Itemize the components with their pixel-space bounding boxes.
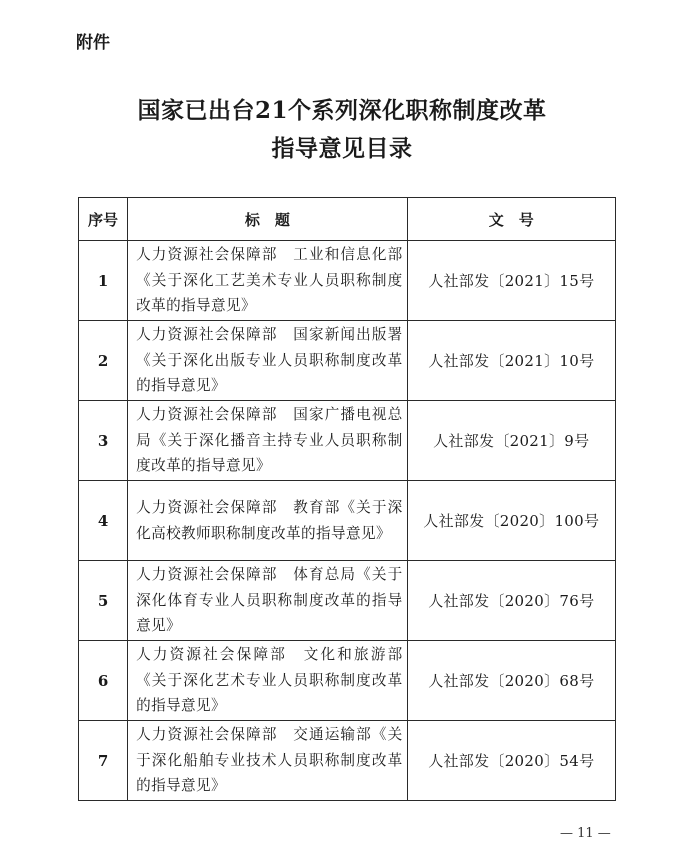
row-title: 人力资源社会保障部 工业和信息化部《关于深化工艺美术专业人员职称制度改革的指导意见》 [128, 241, 408, 321]
table-row [79, 321, 616, 401]
table-header-row [79, 198, 616, 241]
table-row [79, 561, 616, 641]
catalog-table [78, 197, 616, 801]
row-doc-number: 人社部发〔2020〕76号 [407, 561, 615, 641]
row-doc-number: 人社部发〔2021〕15号 [407, 241, 615, 321]
row-title: 人力资源社会保障部 教育部《关于深化高校教师职称制度改革的指导意见》 [128, 481, 408, 561]
header-seq: 序号 [79, 198, 128, 241]
row-title: 人力资源社会保障部 交通运输部《关于深化船舶专业技术人员职称制度改革的指导意见》 [128, 721, 408, 801]
header-title: 标 题 [128, 198, 408, 241]
table-row [79, 641, 616, 721]
row-title: 人力资源社会保障部 文化和旅游部《关于深化艺术专业人员职称制度改革的指导意见》 [128, 641, 408, 721]
row-doc-number: 人社部发〔2020〕100号 [407, 481, 615, 561]
table-row [79, 481, 616, 561]
row-seq: 7 [79, 721, 128, 801]
row-doc-number: 人社部发〔2020〕54号 [407, 721, 615, 801]
row-doc-number: 人社部发〔2020〕68号 [407, 641, 615, 721]
table-row [79, 401, 616, 481]
header-doc-number: 文 号 [407, 198, 615, 241]
page-title-line-2: 指导意见目录 [271, 135, 413, 162]
row-doc-number: 人社部发〔2021〕9号 [407, 401, 615, 481]
row-title: 人力资源社会保障部 体育总局《关于深化体育专业人员职称制度改革的指导意见》 [128, 561, 408, 641]
row-title: 人力资源社会保障部 国家新闻出版署《关于深化出版专业人员职称制度改革的指导意见》 [128, 321, 408, 401]
row-title: 人力资源社会保障部 国家广播电视总局《关于深化播音主持专业人员职称制度改革的指导意见》 [128, 401, 408, 481]
row-seq: 5 [79, 561, 128, 641]
table-row [79, 241, 616, 321]
page-title-line-1: 国家已出台21个系列深化职称制度改革 [137, 97, 547, 124]
row-seq: 2 [79, 321, 128, 401]
row-doc-number: 人社部发〔2021〕10号 [407, 321, 615, 401]
row-seq: 6 [79, 641, 128, 721]
table-row [79, 721, 616, 801]
row-seq: 3 [79, 401, 128, 481]
row-seq: 1 [79, 241, 128, 321]
row-seq: 4 [79, 481, 128, 561]
attachment-label: 附件 [76, 33, 110, 53]
page-number: — 11 — [560, 826, 611, 841]
